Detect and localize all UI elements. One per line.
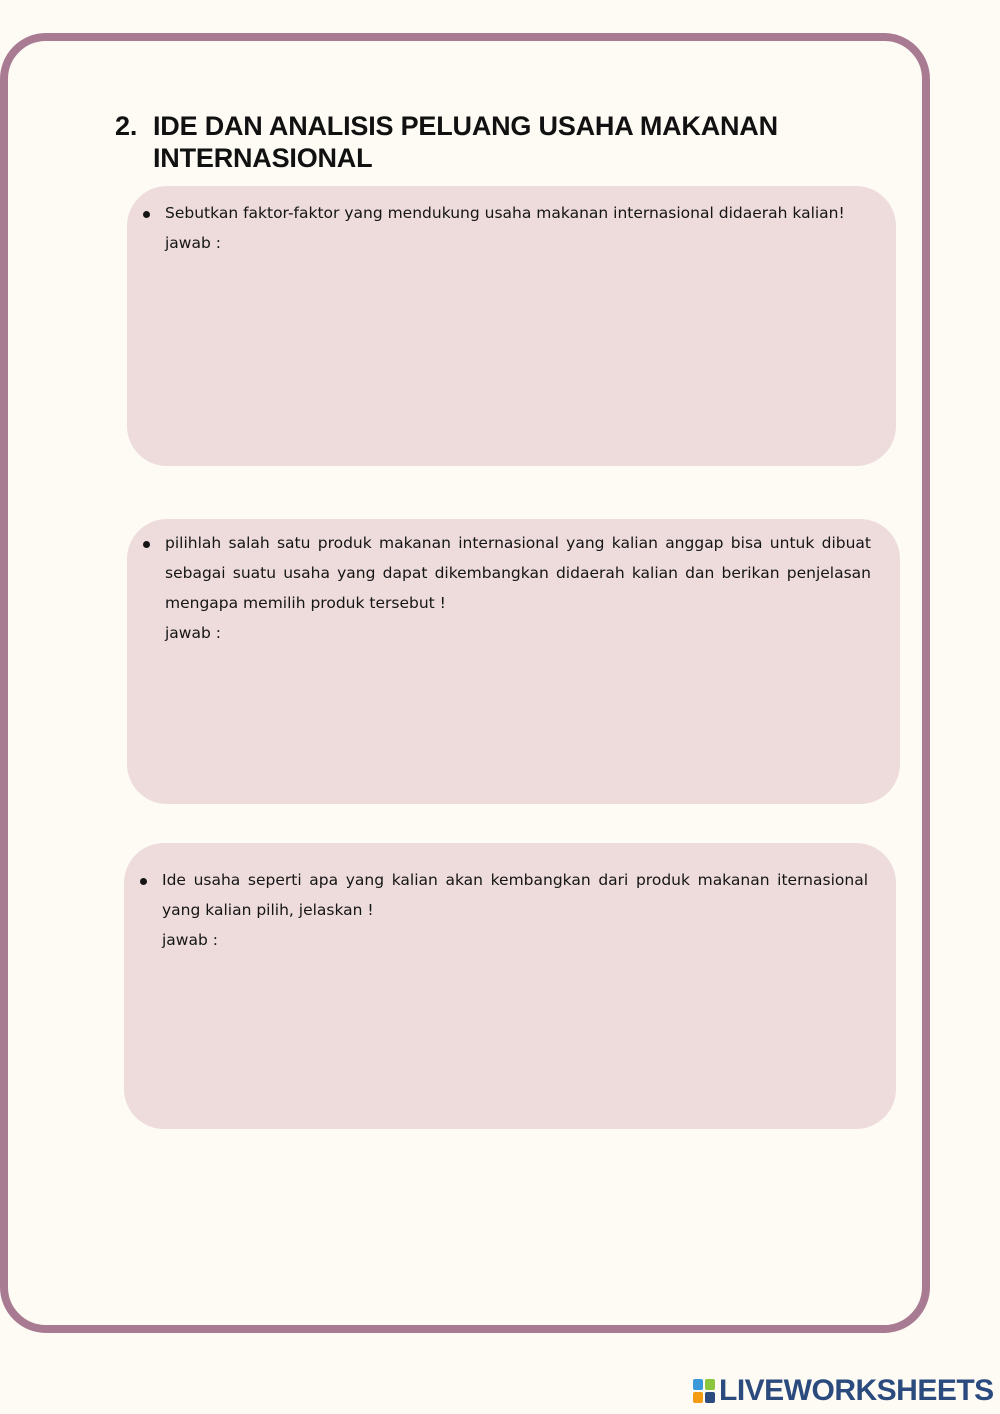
section-title: IDE DAN ANALISIS PELUANG USAHA MAKANAN INTERNASIONAL <box>153 111 778 173</box>
question-item-3 <box>162 865 868 955</box>
section-number: 2. <box>115 111 138 141</box>
question-item-1 <box>165 198 871 258</box>
question-text-3: Ide usaha seperti apa yang kalian akan kembangkan dari produk makanan iternasional yang kalian pilih, jelaskan ! <box>162 871 868 919</box>
question-card-1[interactable] <box>127 186 896 466</box>
liveworksheets-icon <box>693 1379 715 1403</box>
liveworksheets-logo[interactable] <box>693 1376 994 1406</box>
question-text-2: pilihlah salah satu produk makanan internasional yang kalian anggap bisa untuk dibuat sebagai suatu usaha yang dapat dikembangkan didaerah kalian dan berikan penjelasan mengapa memilih produk tersebut ! <box>165 534 871 612</box>
question-card-2[interactable] <box>127 519 900 804</box>
answer-label-3: jawab : <box>162 931 218 949</box>
question-text-1: Sebutkan faktor-faktor yang mendukung usaha makanan internasional didaerah kalian! <box>165 204 845 222</box>
section-heading <box>115 110 875 174</box>
bullet-icon <box>143 211 150 218</box>
bullet-icon <box>143 541 150 548</box>
question-card-3[interactable] <box>124 843 896 1129</box>
answer-label-1: jawab : <box>165 234 221 252</box>
answer-label-2: jawab : <box>165 624 221 642</box>
question-item-2 <box>165 528 871 648</box>
logo-text: LIVEWORKSHEETS <box>719 1374 994 1407</box>
bullet-icon <box>140 878 147 885</box>
